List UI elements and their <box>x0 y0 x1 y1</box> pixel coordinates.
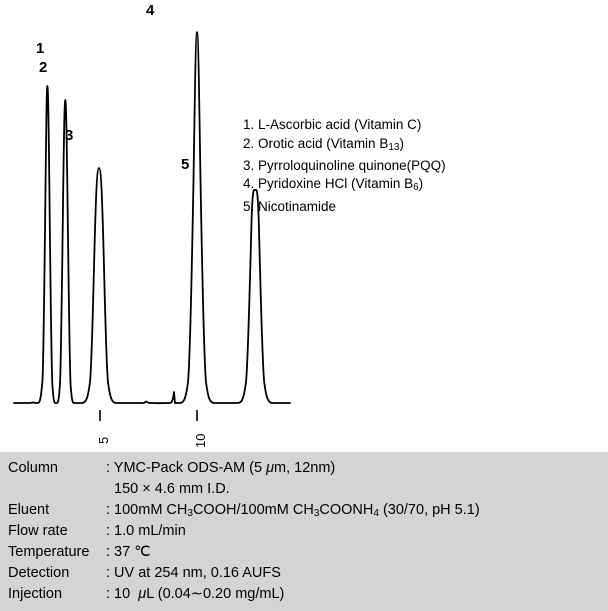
condition-value-eluent: : 100mM CH3COOH/100mM CH3COONH4 (30/70, pH 5.1) <box>106 502 480 519</box>
condition-value-temperature: : 37 ℃ <box>106 544 151 560</box>
peak-label-5: 5 <box>181 156 190 173</box>
legend-item-1-num: 1. <box>243 117 255 132</box>
legend-item-4-sub: 6 <box>413 182 419 194</box>
condition-row-injection <box>0 586 608 607</box>
legend-item-5-num: 5. <box>243 198 255 214</box>
peak-label-2: 2 <box>39 59 48 76</box>
peak-label-3: 3 <box>65 127 74 144</box>
condition-value-detection: : UV at 254 nm, 0.16 AUFS <box>106 565 281 581</box>
condition-row-eluent <box>0 502 608 523</box>
condition-row-column <box>0 460 608 481</box>
legend-item-4-num: 4. <box>243 176 255 192</box>
x-axis-ticks <box>100 410 197 421</box>
x-tick-label-5: 5 <box>96 436 111 444</box>
legend-item-4-tail: ) <box>418 176 424 192</box>
legend-item-2-sub: 13 <box>388 141 400 153</box>
legend-item-5-text: Nicotinamide <box>258 198 337 214</box>
condition-value-flow-rate: : 1.0 mL/min <box>106 523 186 539</box>
condition-label-column: Column <box>8 460 58 476</box>
peak-label-1: 1 <box>36 40 45 57</box>
legend-item-2-tail: ) <box>399 135 404 151</box>
condition-value-injection: : 10 μL (0.04∼0.20 mg/mL) <box>106 586 285 602</box>
x-tick-label-10: 10 <box>193 433 208 448</box>
condition-row-flow-rate <box>0 523 608 544</box>
condition-value-column-dims: 150 × 4.6 mm I.D. <box>106 481 230 497</box>
conditions-panel <box>0 452 608 611</box>
legend-item-2-text: Orotic acid (Vitamin B <box>258 135 389 151</box>
condition-value-column: : YMC-Pack ODS-AM (5 μm, 12nm) <box>106 460 336 476</box>
condition-row-detection <box>0 565 608 586</box>
chromatogram-trace <box>14 32 290 403</box>
condition-label-temperature: Temperature <box>8 544 90 560</box>
peak-legend <box>243 116 543 216</box>
legend-item-4-text: Pyridoxine HCl (Vitamin B <box>258 176 414 192</box>
condition-label-eluent: Eluent <box>8 502 50 518</box>
legend-item-3-num: 3. <box>243 157 255 173</box>
legend-item-1 <box>243 116 543 135</box>
legend-item-4 <box>243 175 543 197</box>
legend-item-5 <box>243 198 543 217</box>
condition-row-column-dims <box>0 481 608 502</box>
condition-label-injection: Injection <box>8 586 63 602</box>
legend-item-3-text: Pyrroloquinoline quinone(PQQ) <box>258 157 446 173</box>
condition-row-temperature <box>0 544 608 565</box>
legend-item-2-num: 2. <box>243 135 255 151</box>
condition-label-flow-rate: Flow rate <box>8 523 68 539</box>
legend-item-1-text: L-Ascorbic acid (Vitamin C) <box>258 117 422 132</box>
condition-label-detection: Detection <box>8 565 70 581</box>
legend-item-2 <box>243 135 543 157</box>
legend-item-3 <box>243 157 543 176</box>
peak-label-4: 4 <box>146 2 155 19</box>
